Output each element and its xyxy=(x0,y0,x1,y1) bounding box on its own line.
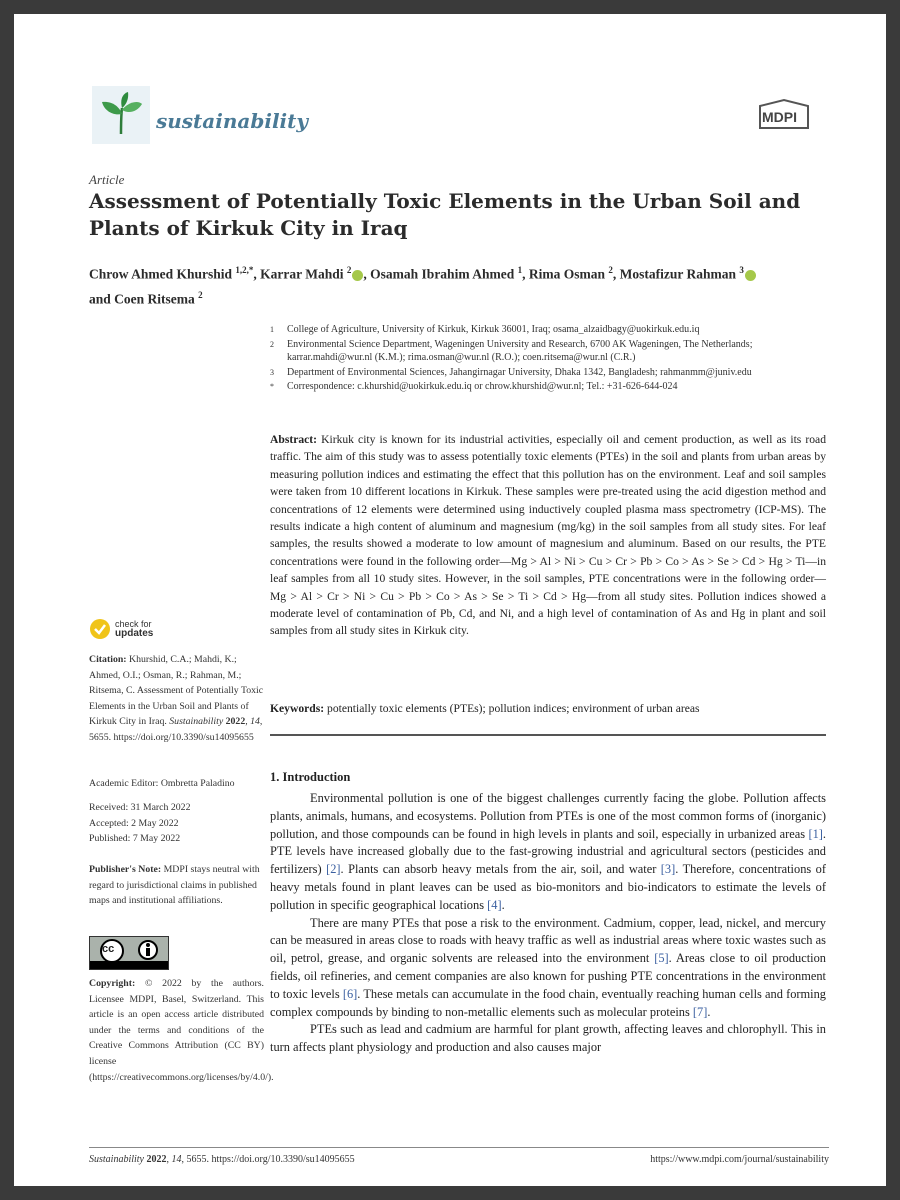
cc-by-license-badge[interactable] xyxy=(89,936,169,970)
affiliation-number: 3 xyxy=(270,367,274,377)
section-divider xyxy=(270,734,826,736)
affiliation-text: Department of Environmental Sciences, Jahangirnagar University, Dhaka 1342, Bangladesh; rahmanmm@juniv.edu xyxy=(287,366,752,378)
citation-ref[interactable]: [4] xyxy=(487,897,502,912)
journal-name[interactable]: sustainability xyxy=(156,109,308,133)
affiliation-text: Environmental Science Department, Wageningen University and Research, 6700 AK Wageningen, The Netherlands; karrar.mahdi@wur.nl (K.M.); rima.osman@wur.nl (R.O.); coen.ritsema@wur.nl (C.R.) xyxy=(287,338,753,363)
footer-journal-url[interactable]: https://www.mdpi.com/journal/sustainability xyxy=(650,1154,829,1165)
citation-ref[interactable]: [5] xyxy=(654,951,669,966)
author-affil-mark: 1 xyxy=(517,265,523,275)
received-date: Received: 31 March 2022 xyxy=(89,802,191,813)
intro-paragraph-1 xyxy=(270,790,826,915)
abstract xyxy=(270,431,826,640)
intro-text: . These metals can accumulate in the food chain, eventually reaching human cells and forming complex compounds by binding to non-metallic elements such as molecular proteins xyxy=(270,986,826,1019)
citation-ref[interactable]: [3] xyxy=(660,862,676,877)
footer-year: 2022 xyxy=(146,1154,167,1165)
citation-ref[interactable]: [7] xyxy=(692,1004,708,1019)
publisher-note-text: MDPI stays neutral with regard to jurisdictional claims in published maps and institutional affiliations. xyxy=(89,864,260,907)
publisher-note xyxy=(89,862,264,909)
introduction-body xyxy=(270,790,826,1057)
academic-editor: Academic Editor: Ombretta Paladino xyxy=(89,778,235,789)
page-footer xyxy=(89,1154,829,1165)
affiliations xyxy=(270,323,830,395)
published-date: Published: 7 May 2022 xyxy=(89,833,181,845)
citation-text: Khurshid, C.A.; Mahdi, K.; Ahmed, O.I.; Osman, R.; Rahman, M.; Ritsema, C. Assessment of Potentially Toxic Elements in the Urban Soil and Plants of Kirkuk City in Iraq. xyxy=(89,654,264,728)
citation-year: 2022 xyxy=(225,716,246,728)
keywords-text: potentially toxic elements (PTEs); pollution indices; environment of urban areas xyxy=(327,702,700,715)
intro-text: . xyxy=(501,897,505,912)
copyright-text: © 2022 by the authors. Licensee MDPI, Basel, Switzerland. This article is an open access article distributed under the terms and conditions of the Creative Commons Attribution (CC BY) license (https://creativecommons.org/licenses/by/4.0/). xyxy=(89,978,274,1083)
footer-divider xyxy=(89,1147,829,1148)
author-affil-mark: 2 xyxy=(346,265,352,275)
abstract-label: Abstract: xyxy=(270,433,318,446)
intro-text: . Therefore, concentrations of heavy metals found in plant leaves can be used as bio-monitors and bio-indicators to estimate the levels of pollution in specific geographical locations xyxy=(270,862,826,912)
author-affil-mark: 2 xyxy=(198,289,203,300)
intro-text: . xyxy=(707,1004,711,1019)
paper-title: Assessment of Potentially Toxic Elements in the Urban Soil and Plants of Kirkuk City in Iraq xyxy=(89,189,801,240)
check-updates-icon xyxy=(89,618,111,640)
footer-volume: 14 xyxy=(171,1154,182,1165)
footer-citation: Sustainability 2022, 14, 5655. https://doi.org/10.3390/su14095655 xyxy=(89,1154,355,1165)
orcid-icon[interactable] xyxy=(352,270,363,281)
paper-page xyxy=(14,14,886,1186)
intro-text: . PTE levels have increased globally due to the fast-growing industrial and agricultural sectors (pesticides and fertilizers) xyxy=(270,826,826,877)
intro-text: There are many PTEs that pose a risk to the environment. Cadmium, copper, lead, nickel, and mercury can be measured in areas close to roads with heavy traffic as well as industrial areas where toxic wastes such as oil, petrol, grease, and organic solvents are released into the environment xyxy=(270,915,826,966)
section-heading-introduction: 1. Introduction xyxy=(270,770,351,784)
mdpi-logo-text: MDPI xyxy=(762,109,797,125)
keywords-label: Keywords: xyxy=(270,702,325,715)
author-name[interactable]: Karrar Mahdi xyxy=(260,266,344,282)
accepted-date: Accepted: 2 May 2022 xyxy=(89,817,179,829)
orcid-icon[interactable] xyxy=(745,270,756,281)
author-name[interactable]: Osamah Ibrahim Ahmed xyxy=(370,266,515,282)
footer-journal: Sustainability xyxy=(89,1154,144,1165)
journal-logo xyxy=(92,86,150,144)
author-affil-mark: 3 xyxy=(739,265,744,275)
author-affil-mark: 2 xyxy=(608,265,613,275)
author-affil-mark: 1,2,* xyxy=(235,265,254,275)
citation-ref[interactable]: [6] xyxy=(342,986,358,1001)
footer-doi[interactable]: , 5655. https://doi.org/10.3390/su14095655 xyxy=(181,1154,355,1165)
author-name[interactable]: Coen Ritsema xyxy=(114,291,195,306)
check-for-updates-badge[interactable] xyxy=(89,618,153,640)
article-type: Article xyxy=(89,172,125,187)
author-name[interactable]: Mostafizur Rahman xyxy=(619,266,736,282)
intro-paragraph-3: PTEs such as lead and cadmium are harmful for plant growth, affecting leaves and chlorophyll. This in turn affects plant physiology and production and also causes major xyxy=(270,1022,826,1055)
cc-icon: cc xyxy=(102,943,115,955)
intro-text: Environmental pollution is one of the biggest challenges currently facing the globe. Pollution affects plants, animals, humans, and ecosystems. Pollution from PTEs is one of the most common forms of (inorganic) pollution, and those compounds can be found in high levels in plants and soil, especially in urbanized areas xyxy=(270,791,826,841)
dates-block xyxy=(89,800,264,847)
affiliation-number: * xyxy=(270,382,274,391)
intro-paragraph-2 xyxy=(270,915,826,1022)
check-updates-line2: updates xyxy=(115,628,154,639)
citation-volume: 14 xyxy=(250,716,260,728)
author-name[interactable]: Chrow Ahmed Khurshid xyxy=(89,266,233,282)
affiliation-text: College of Agriculture, University of Kirkuk, Kirkuk 36001, Iraq; osama_alzaidbagy@uokirkuk.edu.iq xyxy=(287,324,700,335)
citation-doi[interactable]: https://doi.org/10.3390/su14095655 xyxy=(113,731,254,743)
author-list: Chrow Ahmed Khurshid $^{1,2,*}$, Karrar Mahdi $^2$ , Osamah Ibrahim Ahmed $^1$, Rima Osman $^2$, Mostafizur Rahman $^3$ and Coen Ritsema $^2$ xyxy=(89,260,829,309)
citation-page: , 5655. xyxy=(89,716,263,743)
citation-block: Citation: Khurshid, C.A.; Mahdi, K.; Ahmed, O.I.; Osman, R.; Rahman, M.; Ritsema, C. Assessment of Potentially Toxic Elements in the Urban Soil and Plants of Kirkuk City in Iraq. Sustainability 2022, 14, 5655. https://doi.org/10.3390/su14095655 xyxy=(89,654,264,743)
author-name[interactable]: Rima Osman xyxy=(528,266,605,282)
citation-ref[interactable]: [1] xyxy=(808,826,823,841)
citation-ref[interactable]: [2] xyxy=(326,862,341,877)
check-updates-line1: check for xyxy=(115,619,152,629)
copyright-notice xyxy=(89,976,274,1085)
citation-journal: Sustainability xyxy=(169,716,224,728)
affiliation-number: 2 xyxy=(270,339,274,349)
affiliation-number: 1 xyxy=(270,325,274,334)
intro-text: . Areas close to oil production fields, oil refineries, and cement companies are also known for pushing PTE concentrations in the environment to toxic levels xyxy=(270,951,826,1001)
copyright-label: Copyright: xyxy=(89,978,136,989)
intro-text: . Plants can absorb heavy metals from the air, soil, and water xyxy=(340,862,661,877)
citation-label: Citation: xyxy=(89,654,127,665)
keywords xyxy=(270,702,826,715)
sprout-icon xyxy=(92,86,150,144)
mdpi-logo[interactable] xyxy=(754,98,814,134)
abstract-text: Kirkuk city is known for its industrial activities, especially oil and cement production, as well as its road traffic. The aim of this study was to assess potentially toxic elements (PTEs) in the soil and plants from urban areas by measuring pollution indices and estimating the effect that this pollution has on the environment. Leaf and soil samples were taken from 10 different locations in Kirkuk. These samples were pre-treated using the acid digestion method and concentrations of 12 elements were determined using inductively coupled plasma mass spectrometry (ICP-MS). The results indicate a high content of aluminum and magnesium (mg/kg) in the soil samples from all study sites. For leaf samples, the results showed a moderate to low amount of magnesium and aluminum. Based on our results, the PTE concentrations were found in the following order—Mg > Al > Ni > Cu > Cr > Pb > Co > As > Se > Cd > Hg > Ti—in leaf samples from all 10 study sites. However, in the soil samples, PTE concentrations were in the following order—Mg > Al > Cr > Ni > Cu > Pb > Co > As > Se > Ti > Cd > Hg—from all study sites. Pollution indices showed a moderate level of contamination of Pb, Cd, and Ni, and a high level of contamination of As and Hg in plant and soil samples from all study sites in Kirkuk city. xyxy=(270,433,826,638)
publisher-note-label: Publisher's Note: xyxy=(89,864,162,875)
affiliation-text: Correspondence: c.khurshid@uokirkuk.edu.iq or chrow.khurshid@wur.nl; Tel.: +31-626-644-024 xyxy=(287,381,678,392)
